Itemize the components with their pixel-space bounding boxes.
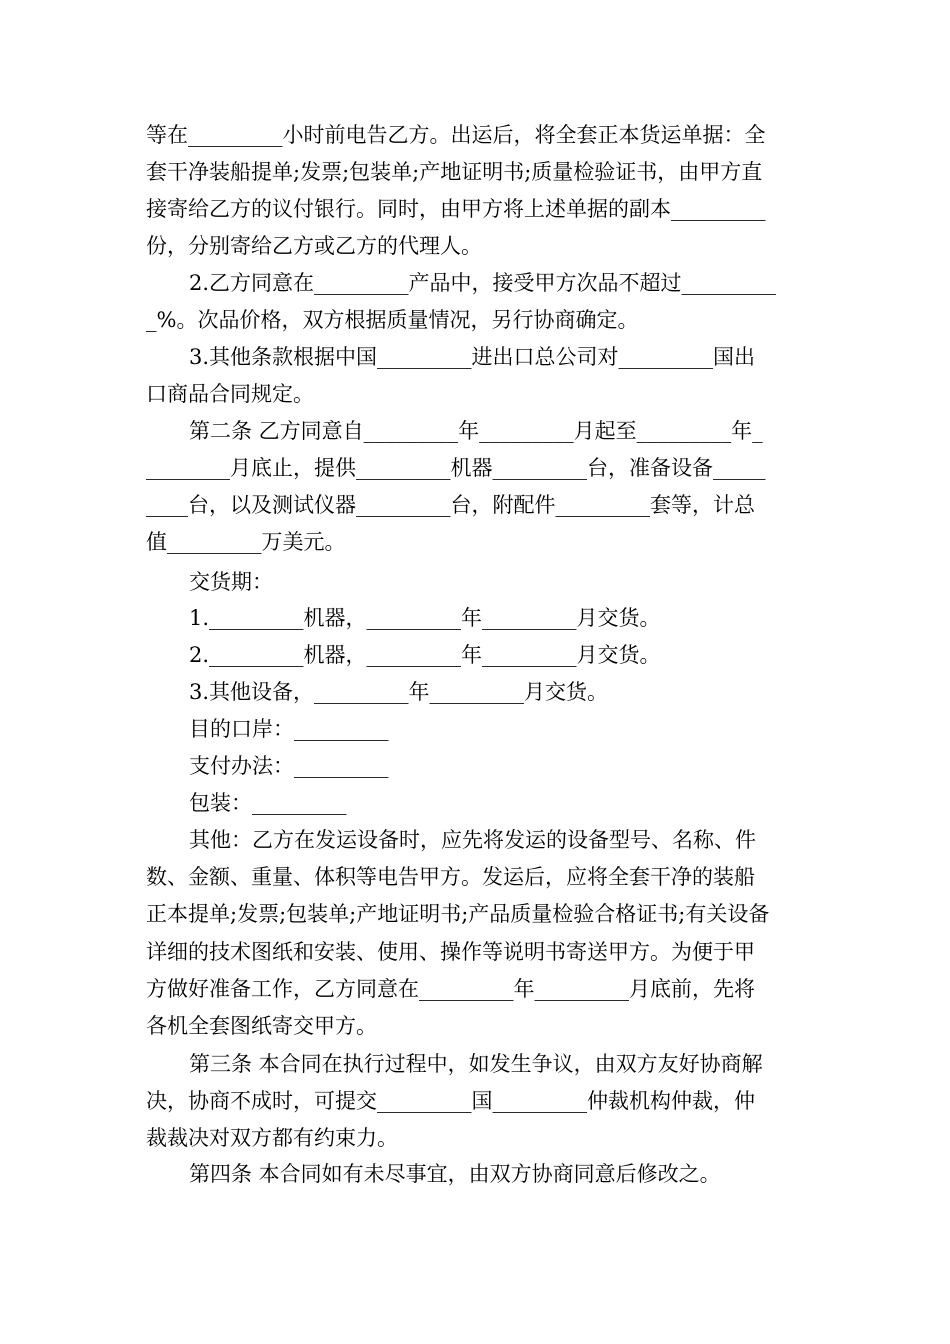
- text-line: 详细的技术图纸和安装、使用、操作等说明书寄送甲方。为便于甲: [146, 940, 755, 964]
- text-line: 裁裁决对双方都有约束力。: [146, 1126, 398, 1150]
- text-line: 正本提单;发票;包装单;产地证明书;产品质量检验合格证书;有关设备: [146, 902, 770, 926]
- text-line: 交货期：: [189, 570, 273, 594]
- text-line: 1._________机器，_________年_________月交货。: [189, 606, 661, 630]
- text-line: 套干净装船提单;发票;包装单;产地证明书;质量检验证书，由甲方直: [146, 160, 763, 184]
- text-line: 决，协商不成时，可提交_________国_________仲裁机构仲裁，仲: [146, 1089, 755, 1113]
- text-line: 第三条 本合同在执行过程中，如发生争议，由双方友好协商解: [189, 1052, 763, 1076]
- text-line: 方做好准备工作，乙方同意在_________年_________月底前，先将: [146, 977, 755, 1001]
- text-line: 值_________万美元。: [146, 530, 346, 554]
- text-line: 支付办法：_________: [189, 754, 389, 778]
- text-line: 各机全套图纸寄交甲方。: [146, 1014, 377, 1038]
- text-line: 接寄给乙方的议付银行。同时，由甲方将上述单据的副本_________: [146, 197, 766, 221]
- text-line: 2.乙方同意在_________产品中，接受甲方次品不超过_________: [189, 271, 777, 295]
- text-line: 第二条 乙方同意自_________年_________月起至_________年_: [189, 419, 763, 443]
- text-line: 3.其他设备，_________年_________月交货。: [189, 680, 609, 704]
- text-line: 2._________机器，_________年_________月交货。: [189, 643, 661, 667]
- text-line: 3.其他条款根据中国_________进出口总公司对_________国出: [189, 345, 756, 369]
- text-line: _%。次品价格，双方根据质量情况，另行协商确定。: [146, 308, 639, 332]
- text-line: 第四条 本合同如有未尽事宜，由双方协商同意后修改之。: [189, 1162, 721, 1186]
- text-line: 数、金额、重量、体积等电告甲方。发运后，应将全套干净的装船: [146, 865, 755, 889]
- text-line: ____台，以及测试仪器_________台，附配件_________套等，计总: [146, 493, 755, 517]
- text-line: 包装：_________: [189, 791, 347, 815]
- text-line: 目的口岸：_________: [189, 717, 389, 741]
- text-line: ________月底止，提供_________机器_________台，准备设备_____: [146, 456, 766, 480]
- text-line: 份，分别寄给乙方或乙方的代理人。: [146, 234, 482, 258]
- text-line: 其他：乙方在发运设备时，应先将发运的设备型号、名称、件: [189, 828, 756, 852]
- text-line: 口商品合同规定。: [146, 382, 314, 406]
- text-line: 等在_________小时前电告乙方。出运后，将全套正本货运单据：全: [146, 123, 766, 147]
